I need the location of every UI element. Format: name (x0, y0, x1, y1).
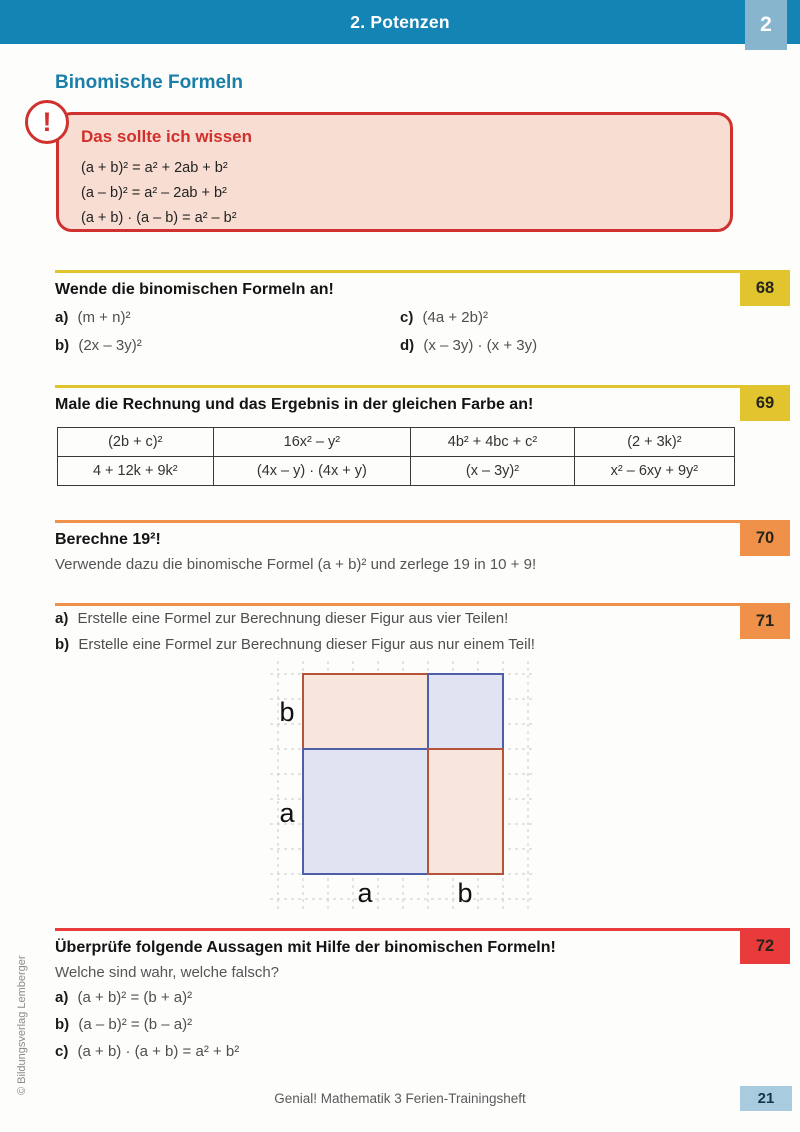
item-text: (a + b)² = (b + a)² (77, 989, 193, 1006)
exercise-number-badge: 72 (740, 928, 790, 964)
exercise-subtitle: Verwende dazu die binomische Formel (a + b)² und zerlege 19 in 10 + 9! (55, 556, 537, 573)
exercise-number-badge: 68 (740, 270, 790, 306)
item-text: Erstelle eine Formel zur Berechnung dieser Figur aus nur einem Teil! (78, 636, 535, 653)
exercise-rule (55, 928, 740, 931)
exclamation-icon: ! (25, 100, 69, 144)
exercise-item (55, 309, 400, 326)
exercise-item (55, 337, 400, 354)
quad-ab-bottom-right (428, 749, 503, 874)
item-label: b) (55, 1016, 70, 1033)
exercise-rule (55, 603, 740, 606)
item-text: (a – b)² = (b – a)² (78, 1016, 193, 1033)
exercise-item (400, 309, 790, 326)
table-row (58, 428, 735, 457)
item-text: (a + b) · (a + b) = a² + b² (77, 1043, 240, 1060)
exercise-number-badge: 69 (740, 385, 790, 421)
page-number: 21 (740, 1086, 792, 1111)
exercise-item (55, 1016, 790, 1033)
item-label: a) (55, 989, 69, 1006)
item-label: c) (400, 309, 414, 326)
exercise-item (55, 636, 790, 653)
exercise-title: Überprüfe folgende Aussagen mit Hilfe der binomischen Formeln! (55, 939, 556, 956)
page-title: Binomische Formeln (55, 72, 243, 93)
exercise-number-badge: 71 (740, 603, 790, 639)
item-text: Erstelle eine Formel zur Berechnung dieser Figur aus vier Teilen! (77, 610, 509, 627)
exercise-subtitle: Welche sind wahr, welche falsch? (55, 964, 280, 981)
exercise-items (55, 989, 790, 1060)
exercise-title: Wende die binomischen Formeln an! (55, 281, 334, 298)
table-row (58, 457, 735, 486)
exercise-number-badge: 70 (740, 520, 790, 556)
formula-line: (a – b)² = a² – 2ab + b² (81, 185, 227, 201)
item-text: (x – 3y) · (x + 3y) (423, 337, 538, 354)
item-text: (4a + 2b)² (422, 309, 488, 326)
table-cell: 4b² + 4bc + c² (411, 428, 575, 457)
table-cell: (2 + 3k)² (574, 428, 734, 457)
item-text: (2x – 3y)² (78, 337, 142, 354)
chapter-number-badge: 2 (745, 0, 787, 50)
exercise-rule (55, 520, 740, 523)
exercise-rule (55, 385, 740, 388)
quad-b-squared (428, 674, 503, 749)
item-label: b) (55, 337, 70, 354)
exercise-71-section (55, 603, 790, 662)
exercise-70-section (55, 520, 790, 573)
results-table (57, 427, 735, 486)
figure-svg (268, 659, 540, 919)
exercise-item (55, 1043, 790, 1060)
exercise-72-section (55, 928, 790, 1070)
exercise-68-section (55, 270, 790, 354)
item-label: d) (400, 337, 415, 354)
item-text: (m + n)² (77, 309, 131, 326)
footer-series-title: Genial! Mathematik 3 Ferien-Trainingsheft (274, 1091, 526, 1106)
exercise-item (400, 337, 790, 354)
table-cell: 4 + 12k + 9k² (58, 457, 214, 486)
info-box-title: Das sollte ich wissen (81, 127, 253, 146)
binomial-area-figure (268, 659, 540, 919)
chapter-title: 2. Potenzen (350, 11, 450, 32)
exercise-rule (55, 270, 740, 273)
figure-label-a-left: a (279, 798, 295, 828)
table-cell: 16x² – y² (213, 428, 411, 457)
exercise-title: Berechne 19²! (55, 531, 161, 548)
figure-label-b-bottom: b (457, 878, 473, 908)
exercise-item (55, 610, 790, 627)
figure-label-b-left: b (279, 697, 295, 727)
table-cell: (4x – y) · (4x + y) (213, 457, 411, 486)
formula-line: (a + b)² = a² + 2ab + b² (81, 160, 228, 176)
quad-ab-top-left (303, 674, 428, 749)
exercise-title: Male die Rechnung und das Ergebnis in der gleichen Farbe an! (55, 396, 534, 413)
exercise-item (55, 989, 790, 1006)
header-bar (0, 0, 800, 44)
copyright-vertical: © Bildungsverlag Lemberger (16, 955, 28, 1095)
table-cell: (2b + c)² (58, 428, 214, 457)
item-label: a) (55, 309, 69, 326)
formula-line: (a + b) · (a – b) = a² – b² (81, 210, 237, 226)
exercise-69-section (55, 385, 790, 486)
item-label: c) (55, 1043, 69, 1060)
item-label: a) (55, 610, 69, 627)
info-box (56, 112, 733, 232)
quad-a-squared (303, 749, 428, 874)
item-label: b) (55, 636, 70, 653)
exercise-items (55, 309, 790, 354)
table-cell: (x – 3y)² (411, 457, 575, 486)
figure-label-a-bottom: a (357, 878, 373, 908)
exercise-items (55, 610, 790, 653)
table-cell: x² – 6xy + 9y² (574, 457, 734, 486)
